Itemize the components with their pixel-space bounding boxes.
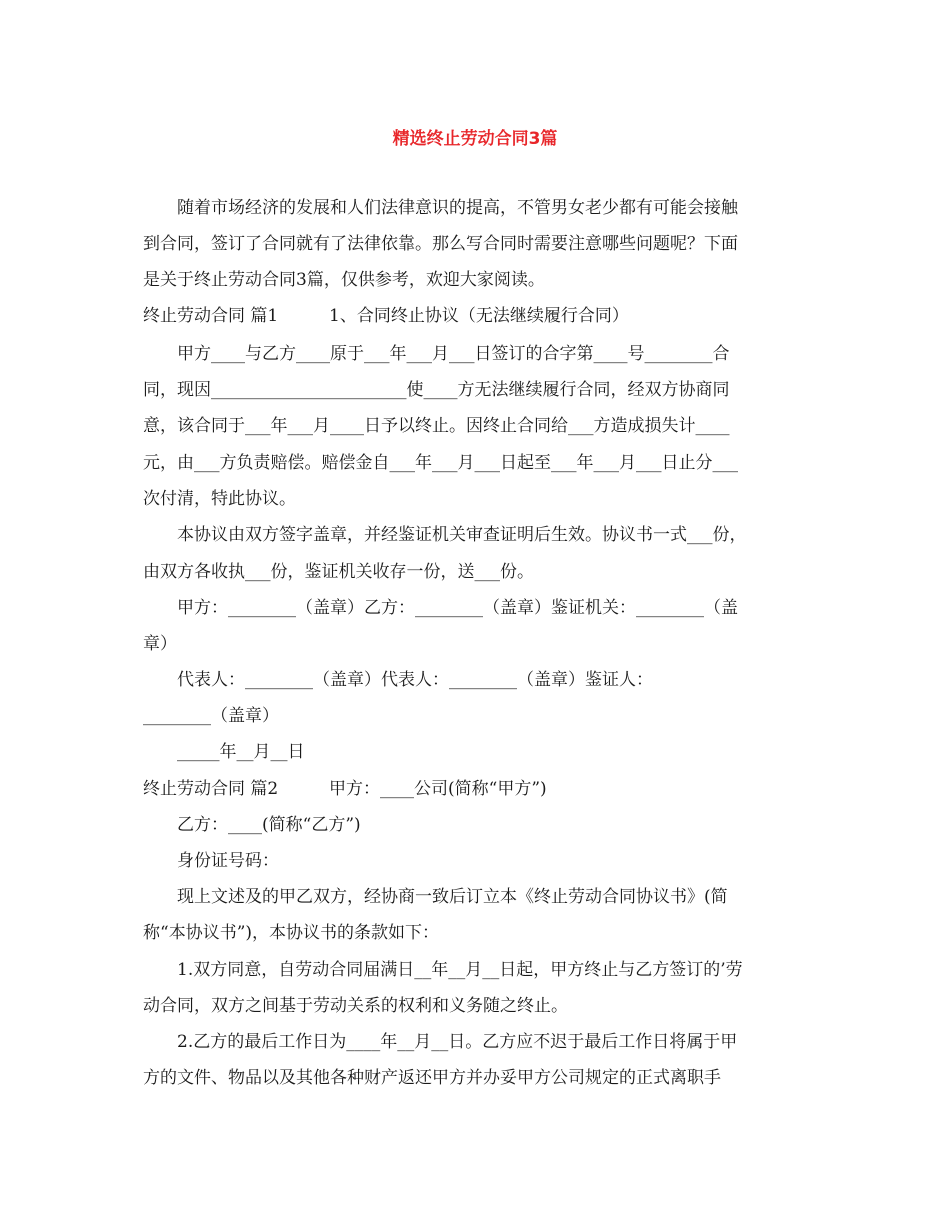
section2-preamble-line: 称“本协议书”)，本协议书的条款如下： [143, 923, 440, 943]
section1-subheading: 1、合同终止协议（无法继续履行合同） [329, 306, 629, 326]
intro-line: 是关于终止劳动合同3篇，仅供参考，欢迎大家阅读。 [143, 270, 545, 290]
section2-id-number: 身份证号码： [177, 851, 279, 871]
section1-para1-line: 同，现因_______________________使____方无法继续履行合同，经双方协商同 [143, 380, 730, 400]
section1-sign1-line: 章） [143, 634, 177, 654]
section2-party-b: 乙方：____(简称“乙方”) [177, 815, 361, 835]
section1-para1-line: 次付清，特此协议。 [143, 489, 296, 509]
document-title: 精选终止劳动合同3篇 [392, 129, 558, 149]
section2-header [143, 779, 547, 799]
section2-preamble-line: 现上文述及的甲乙双方，经协商一致后订立本《终止劳动合同协议书》(简 [177, 887, 728, 907]
section2-heading: 终止劳动合同 篇2 [143, 779, 279, 799]
section1-sign2-line: 代表人：________（盖章）代表人：________（盖章）鉴证人： [177, 670, 653, 690]
section2-party-a: 甲方：____公司(简称“甲方”) [329, 779, 547, 799]
intro-line: 随着市场经济的发展和人们法律意识的提高，不管男女老少都有可能会接触 [177, 198, 738, 218]
section1-sign1-line: 甲方：________（盖章）乙方：________（盖章）鉴证机关：________（盖 [177, 598, 738, 618]
section2-clause2-line: 2.乙方的最后工作日为____年__月__日。乙方应不迟于最后工作日将属于甲 [177, 1032, 738, 1052]
section1-heading: 终止劳动合同 篇1 [143, 306, 279, 326]
section1-sign2-line: ________（盖章） [143, 706, 279, 726]
section2-clause1-line: 动合同，双方之间基于劳动关系的权利和义务随之终止。 [143, 996, 568, 1016]
section1-header [143, 306, 629, 326]
section1-para1-line: 意，该合同于___年___月____日予以终止。因终止合同给___方造成损失计____ [143, 416, 730, 436]
section1-para1-line: 元，由___方负责赔偿。赔偿金自___年___月___日起至___年___月___日止分___ [143, 453, 738, 473]
section1-para1-line: 甲方____与乙方____原于___年___月___日签订的合字第____号________合 [177, 344, 730, 364]
intro-line: 到合同，签订了合同就有了法律依靠。那么写合同时需要注意哪些问题呢？下面 [143, 234, 738, 254]
section2-clause1-line: 1.双方同意，自劳动合同届满日__年__月__日起，甲方终止与乙方签订的’劳 [177, 960, 743, 980]
section1-para2-line: 由双方各收执___份，鉴证机关收存一份，送___份。 [143, 562, 534, 582]
section2-clause2-line: 方的文件、物品以及其他各种财产返还甲方并办妥甲方公司规定的正式离职手 [143, 1068, 721, 1088]
section1-para2-line: 本协议由双方签字盖章，并经鉴证机关审查证明后生效。协议书一式___份， [177, 525, 747, 545]
section1-date: _____年__月__日 [177, 742, 305, 762]
